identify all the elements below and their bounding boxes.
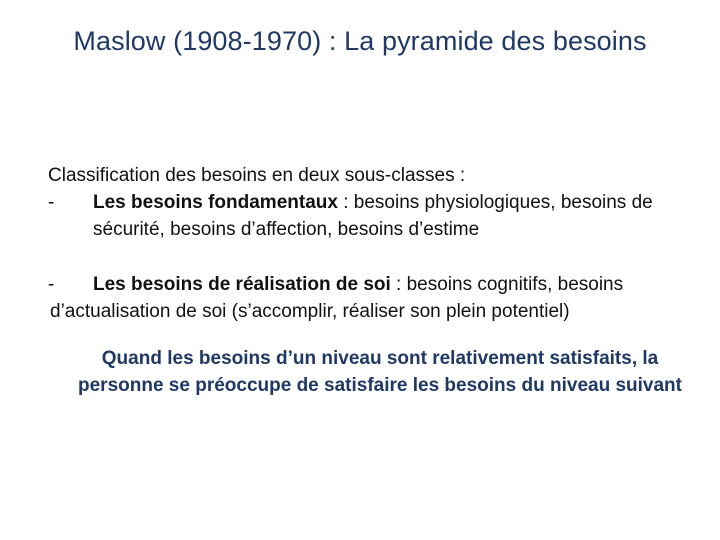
bullet-text: : besoins physiologiques, besoins de	[337, 192, 653, 213]
bullet-line: d’actualisation de soi (s’accomplir, réaliser son plein potentiel)	[50, 301, 570, 322]
bullet-heading: Les besoins fondamentaux	[93, 192, 338, 213]
conclusion-line: personne se préoccupe de satisfaire les besoins du niveau suivant	[78, 375, 682, 396]
bullet-line	[93, 189, 713, 216]
bullet-text: : besoins cognitifs, besoins	[390, 274, 624, 295]
bullet-dash: -	[48, 192, 55, 213]
conclusion-text	[40, 345, 720, 399]
bullet-line: sécurité, besoins d’affection, besoins d’estime	[93, 219, 480, 240]
bullet-fundamental-needs	[48, 189, 713, 243]
slide-title: Maslow (1908-1970) : La pyramide des besoins	[73, 26, 647, 56]
bullet-heading: Les besoins de réalisation de soi	[93, 274, 391, 295]
bullet-self-realization-needs	[48, 271, 713, 325]
bullet-dash: -	[48, 274, 55, 295]
intro-text: Classification des besoins en deux sous-classes :	[48, 165, 466, 186]
conclusion-line: Quand les besoins d’un niveau sont relativement satisfaits, la	[101, 348, 659, 369]
bullet-line	[93, 271, 713, 298]
